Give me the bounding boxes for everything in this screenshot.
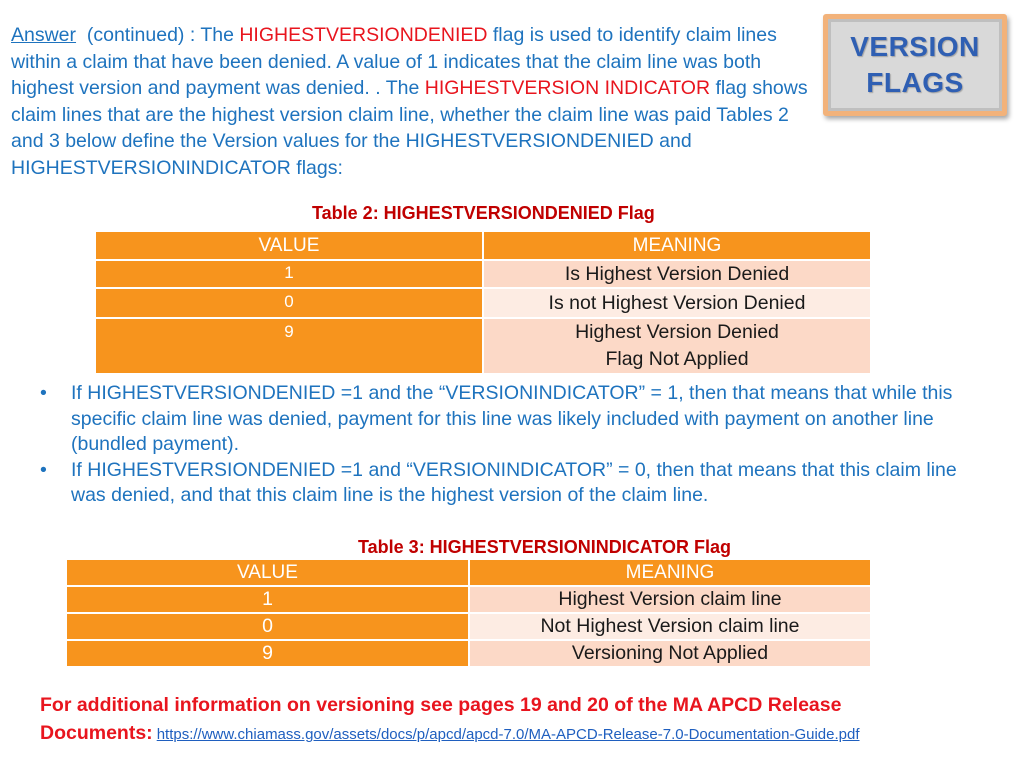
table2	[94, 230, 872, 375]
table-row	[95, 318, 871, 374]
table3-header-meaning: MEANING	[469, 559, 871, 586]
table3	[65, 558, 872, 668]
table2-value-cell: 1	[95, 260, 483, 288]
list-item	[40, 381, 980, 458]
intro-text-1: (continued) : The	[76, 24, 240, 46]
intro-paragraph	[11, 22, 811, 181]
table-row	[66, 613, 871, 640]
bullet-symbol: •	[40, 382, 47, 404]
table3-meaning-cell: Highest Version claim line	[469, 586, 871, 613]
table2-meaning-cell: Is not Highest Version Denied	[483, 288, 871, 318]
intro-text-2: flag is used to identify claim lines within a claim that have been denied. A value of 1 indicates that the claim line was both highest version and payment was denied. . The	[11, 24, 777, 99]
table3-value-cell: 9	[66, 640, 469, 667]
answer-label: Answer	[11, 24, 77, 46]
badge-line-1: VERSION	[850, 31, 980, 62]
bullet-text: If HIGHESTVERSIONDENIED =1 and “VERSIONINDICATOR” = 0, then that means that this claim line was denied, and that this claim line is the highest version of the claim line.	[71, 458, 957, 506]
table3-caption: Table 3: HIGHESTVERSIONINDICATOR Flag	[358, 537, 732, 557]
table3-meaning-cell: Not Highest Version claim line	[469, 613, 871, 640]
table-row	[95, 288, 871, 318]
table2-value-cell: 0	[95, 288, 483, 318]
table3-header-value: VALUE	[66, 559, 469, 586]
list-item	[40, 458, 980, 509]
version-flags-badge	[823, 14, 1007, 116]
table3-value-cell: 0	[66, 613, 469, 640]
table2-caption: Table 2: HIGHESTVERSIONDENIED Flag	[312, 203, 655, 223]
table-row	[66, 586, 871, 613]
footer-note	[40, 691, 1000, 749]
table3-meaning-cell: Versioning Not Applied	[469, 640, 871, 667]
table-row	[95, 260, 871, 288]
table2-header-value: VALUE	[95, 231, 483, 260]
footer-text: For additional information on versioning see pages 19 and 20 of the MA APCD Release Documents:	[40, 694, 842, 744]
flag-name-denied: HIGHESTVERSIONDENIED	[239, 24, 488, 46]
badge-line-2: FLAGS	[866, 67, 964, 98]
table2-value-cell: 9	[95, 318, 483, 374]
table3-header-row	[66, 559, 871, 586]
flag-name-indicator: HIGHESTVERSION INDICATOR	[424, 77, 711, 99]
table2-meaning-cell: Is Highest Version Denied	[483, 260, 871, 288]
intro-text-3: flag shows claim lines that are the highest version claim line, whether the claim line was paid Tables 2 and 3 below define the Version values for the HIGHESTVERSIONDENIED and HIGHESTVERSIONINDICATOR flags:	[11, 77, 808, 179]
table2-header-meaning: MEANING	[483, 231, 871, 260]
bullet-symbol: •	[40, 458, 47, 481]
bullet-list	[40, 381, 980, 509]
documentation-link[interactable]: https://www.chiamass.gov/assets/docs/p/apcd/apcd-7.0/MA-APCD-Release-7.0-Documentation-Guide.pdf	[156, 726, 860, 743]
bullet-text: If HIGHESTVERSIONDENIED =1 and the “VERSIONINDICATOR” = 1, then that means that while this specific claim line was denied, payment for this line was likely included with payment on another line (bundled payment).	[71, 382, 953, 455]
table2-meaning-cell: Highest Version Denied Flag Not Applied	[483, 318, 871, 374]
table-row	[66, 640, 871, 667]
table3-value-cell: 1	[66, 586, 469, 613]
table2-header-row	[95, 231, 871, 260]
